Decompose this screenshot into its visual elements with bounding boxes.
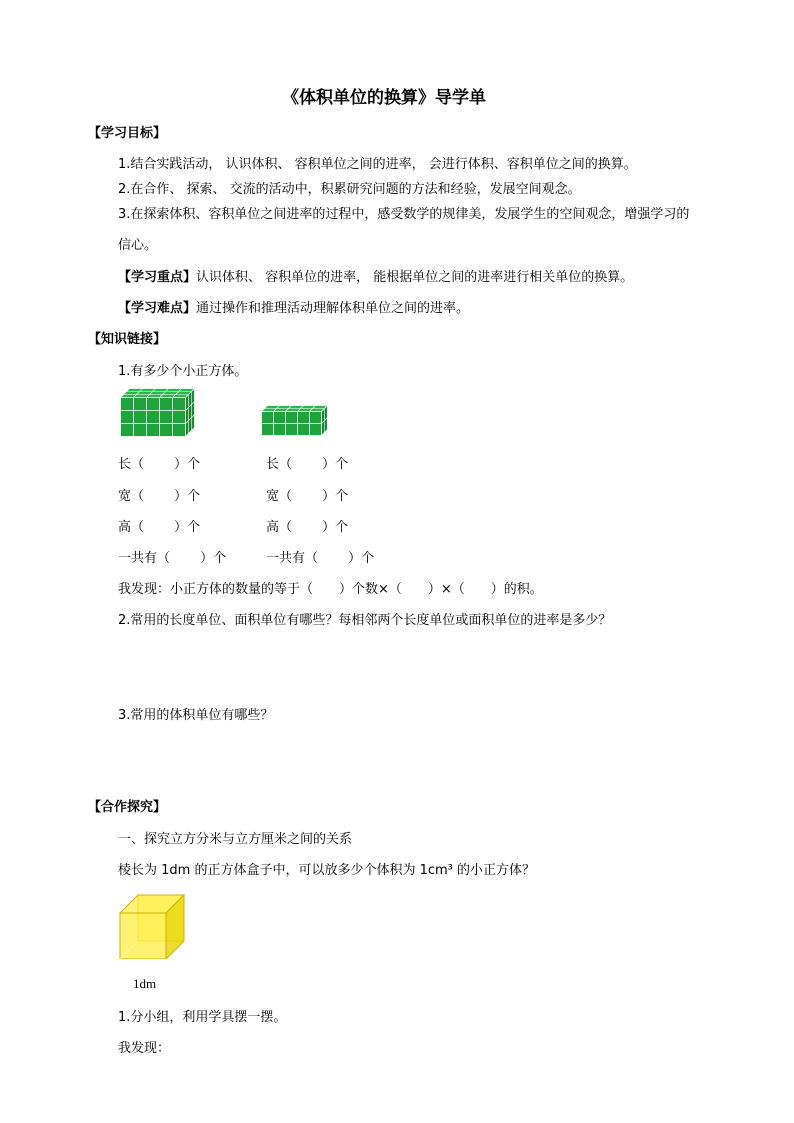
goals-heading: 【学习目标】: [88, 126, 167, 141]
blank-total-1: 一共有（ ）个: [118, 551, 227, 566]
explore-step-1: 1.分小组，利用学具摆一摆。: [118, 1010, 287, 1025]
explore-finding: 我发现：: [118, 1041, 171, 1056]
cuboid-side-face: [186, 389, 195, 437]
explore-heading: 【合作探究】: [88, 800, 167, 815]
goal-item: 1.结合实践活动， 认识体积、 容积单位之间的进率， 会进行体积、容积单位之间的换算。: [118, 157, 637, 172]
blank-length-2: 长（ ）个: [266, 457, 349, 472]
key-point-label: 【学习重点】: [118, 270, 197, 285]
key-point: [118, 270, 633, 286]
goal-item: 3.在探索体积、容积单位之间进率的过程中，感受数学的规律美，发展学生的空间观念，增强学习的: [118, 207, 690, 222]
blank-height-1: 高（ ）个: [118, 520, 201, 535]
key-point-text: 认识体积、 容积单位的进率， 能根据单位之间的进率进行相关单位的换算。: [196, 270, 634, 285]
cube-edge-label: 1dm: [133, 976, 157, 991]
goal-item-continued: 信心。: [118, 238, 158, 253]
difficulty-label: 【学习难点】: [118, 301, 197, 316]
blank-height-2: 高（ ）个: [266, 520, 349, 535]
explore-section-1: 一、探究立方分米与立方厘米之间的关系: [118, 832, 353, 847]
finding-text: 我发现：小正方体的数量的等于（ ）个数×（ ）×（ ）的积。: [118, 582, 543, 597]
difficulty: [118, 301, 469, 317]
knowledge-heading: 【知识链接】: [88, 332, 167, 347]
cuboid-figure-small: [261, 405, 333, 447]
cuboid-figure-large: [120, 388, 200, 446]
page-title: 《体积单位的换算》导学单: [282, 88, 486, 108]
blank-width-1: 宽（ ）个: [118, 489, 201, 504]
unit-cube-figure: [118, 893, 188, 959]
cuboid-front-face: [121, 398, 186, 437]
question-3: 3.常用的体积单位有哪些？: [118, 708, 274, 723]
question-1: 1.有多少个小正方体。: [118, 364, 248, 379]
question-2: 2.常用的长度单位、面积单位有哪些？每相邻两个长度单位或面积单位的进率是多少？: [118, 613, 612, 628]
blank-length-1: 长（ ）个: [118, 457, 201, 472]
goal-item: 2.在合作、 探索、 交流的活动中，积累研究问题的方法和经验，发展空间观念。: [118, 182, 581, 197]
explore-question: 棱长为 1dm 的正方体盒子中，可以放多少个体积为 1cm³ 的小正方体？: [118, 863, 536, 878]
difficulty-text: 通过操作和推理活动理解体积单位之间的进率。: [196, 301, 470, 316]
blank-width-2: 宽（ ）个: [266, 489, 349, 504]
blank-total-2: 一共有（ ）个: [266, 551, 375, 566]
cuboid-top-face: [121, 389, 195, 398]
